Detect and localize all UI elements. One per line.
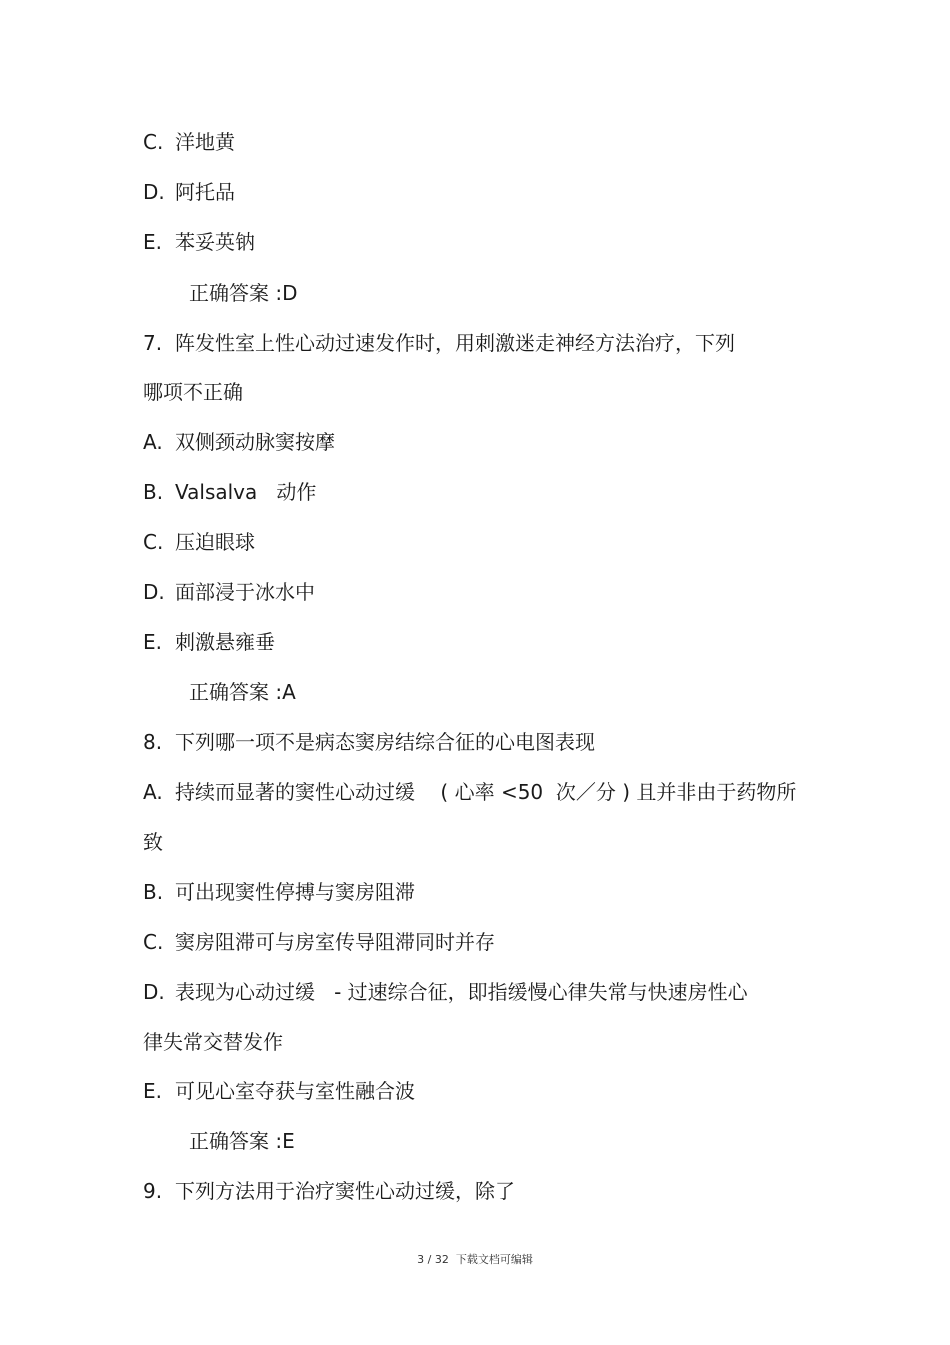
option-d-cont: 律失常交替发作: [143, 1030, 283, 1054]
option-d: [143, 980, 748, 1004]
option-letter: A.: [143, 430, 163, 454]
option-b: [143, 480, 316, 504]
question-number: 7.: [143, 331, 163, 355]
question-7-stem: [143, 331, 735, 355]
option-text: 面部浸于冰水中: [175, 580, 315, 604]
option-c: [143, 130, 235, 154]
option-e: [143, 1079, 415, 1103]
question-number: 8.: [143, 730, 163, 754]
option-e: [143, 230, 255, 254]
correct-answer: 正确答案 :A: [189, 680, 296, 704]
option-letter: E.: [143, 630, 162, 654]
option-text: 可出现窦性停搏与窦房阻滞: [175, 880, 415, 904]
option-e: [143, 630, 275, 654]
option-text: Valsalva 动作: [175, 480, 317, 504]
option-b: [143, 880, 415, 904]
option-text: 双侧颈动脉窦按摩: [175, 430, 335, 454]
option-d: [143, 580, 315, 604]
option-letter: D.: [143, 580, 165, 604]
question-number: 9.: [143, 1179, 163, 1203]
option-text: 表现为心动过缓 - 过速综合征，即指缓慢心律失常与快速房性心: [175, 980, 748, 1004]
option-text: 阿托品: [175, 180, 235, 204]
option-letter: E.: [143, 230, 162, 254]
correct-answer: 正确答案 :D: [189, 281, 298, 305]
option-text: 苯妥英钠: [175, 230, 255, 254]
question-9-stem: [143, 1179, 515, 1203]
question-8-stem: [143, 730, 595, 754]
page-footer: 3 / 32 下载文档可编辑: [417, 1253, 533, 1266]
option-text: 洋地黄: [175, 130, 235, 154]
option-letter: D.: [143, 980, 165, 1004]
option-a-cont: 致: [143, 830, 163, 854]
question-stem-text: 阵发性室上性心动过速发作时，用刺激迷走神经方法治疗，下列: [175, 331, 735, 355]
option-text: 刺激悬雍垂: [175, 630, 275, 654]
option-letter: B.: [143, 880, 164, 904]
option-letter: E.: [143, 1079, 162, 1103]
option-letter: D.: [143, 180, 165, 204]
option-text: 窦房阻滞可与房室传导阻滞同时并存: [175, 930, 495, 954]
option-letter: A.: [143, 780, 163, 804]
option-a: [143, 430, 335, 454]
option-letter: C.: [143, 130, 164, 154]
option-letter: B.: [143, 480, 164, 504]
option-letter: C.: [143, 930, 164, 954]
option-text: 可见心室夺获与室性融合波: [175, 1079, 415, 1103]
correct-answer: 正确答案 :E: [189, 1129, 295, 1153]
option-d: [143, 180, 235, 204]
option-a: [143, 780, 796, 804]
option-c: [143, 530, 255, 554]
question-stem-text: 下列方法用于治疗窦性心动过缓，除了: [175, 1179, 515, 1203]
question-stem-text: 下列哪一项不是病态窦房结综合征的心电图表现: [175, 730, 595, 754]
option-text: 压迫眼球: [175, 530, 255, 554]
option-letter: C.: [143, 530, 164, 554]
option-text: 持续而显著的窦性心动过缓 ( 心率 <50 次／分 ) 且并非由于药物所: [175, 780, 797, 804]
option-c: [143, 930, 495, 954]
question-7-stem-cont: 哪项不正确: [143, 380, 243, 404]
